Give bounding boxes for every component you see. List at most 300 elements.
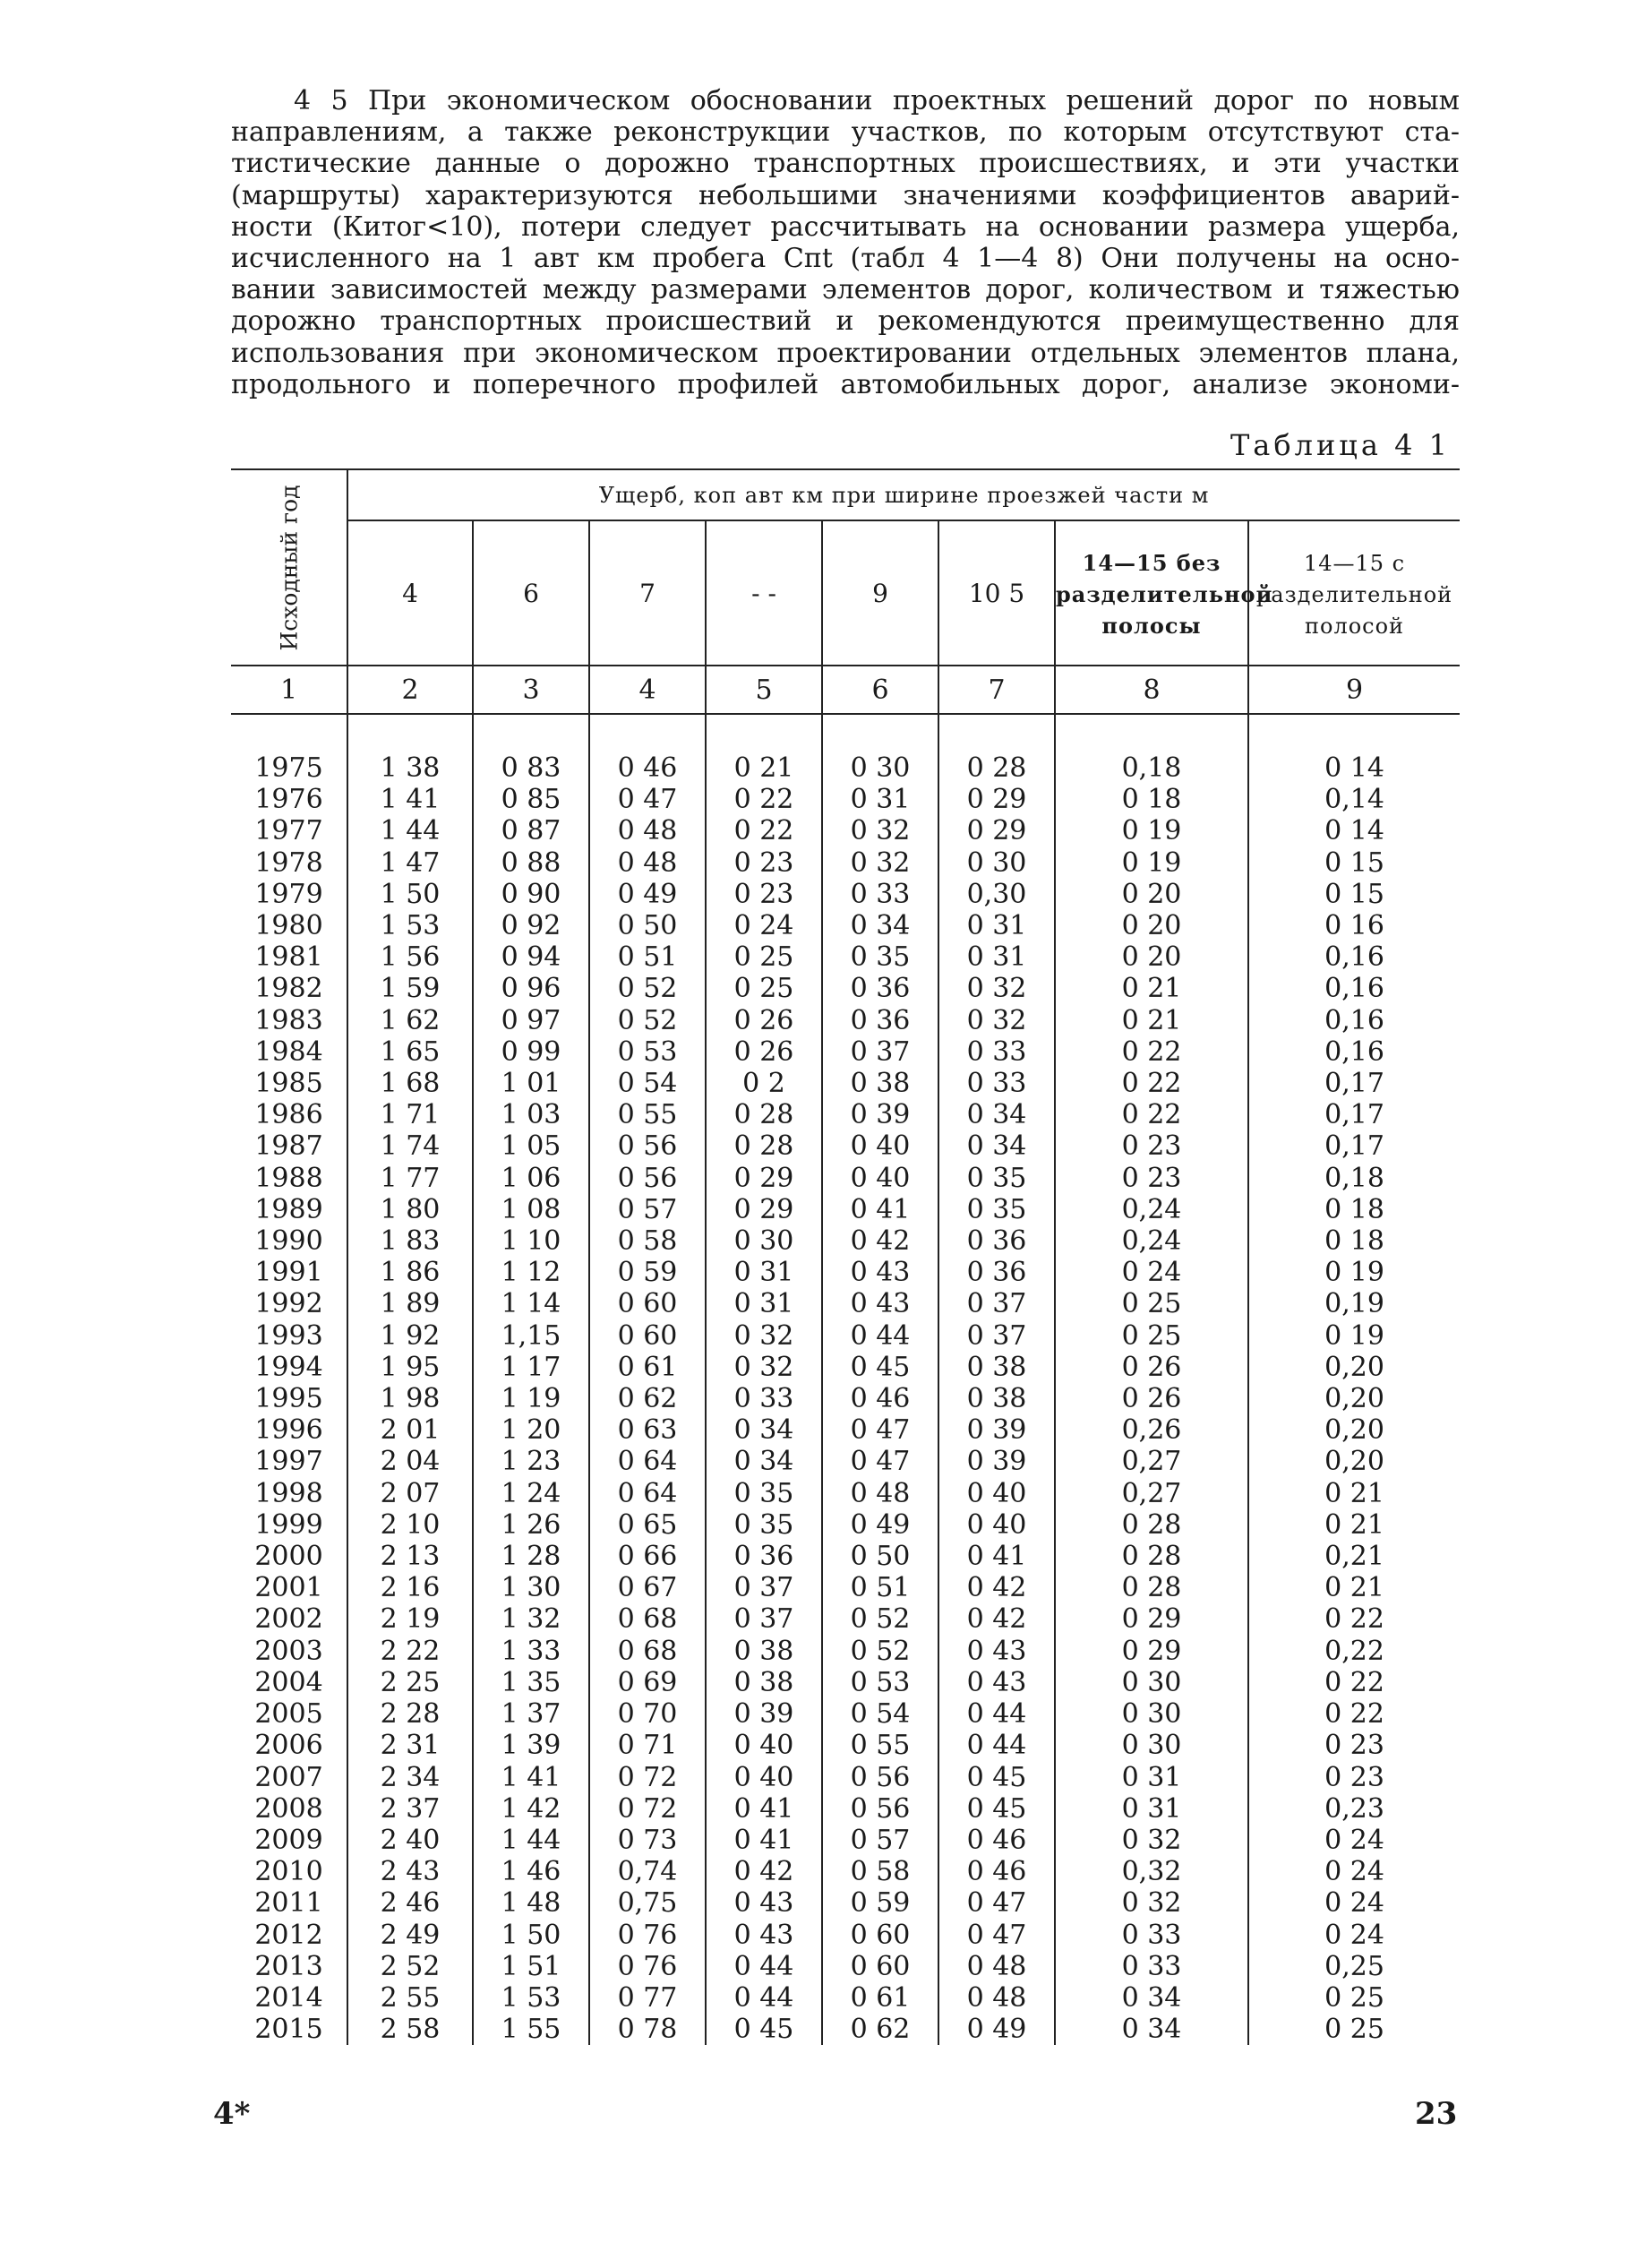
table-row [231, 1288, 1460, 1319]
table-row [231, 1541, 1460, 1572]
year-cell: 2000 [254, 1541, 323, 1573]
table-row [231, 1636, 1460, 1667]
value-cell: 0 53 [589, 1036, 706, 1068]
year-cell: 1994 [254, 1351, 323, 1383]
value-cell: 0,75 [589, 1887, 706, 1919]
value-cell: 0 29 [706, 1163, 822, 1194]
value-cell: 0 34 [938, 1099, 1055, 1130]
value-cell: 1 12 [473, 1257, 589, 1288]
value-cell: 1 98 [347, 1383, 473, 1414]
value-cell: 0 20 [1055, 910, 1248, 941]
year-cell: 2002 [254, 1603, 323, 1636]
value-cell: 0 21 [1248, 1572, 1460, 1603]
value-cell: 2 13 [347, 1541, 473, 1572]
value-cell: 0 62 [822, 2014, 938, 2045]
width-header-label: 7 [639, 578, 655, 608]
year-cell: 1978 [254, 846, 323, 879]
value-cell: 0 15 [1248, 879, 1460, 910]
value-cell: 0,20 [1248, 1414, 1460, 1446]
year-cell: 2005 [254, 1698, 323, 1731]
value-cell: 0 23 [1055, 1163, 1248, 1194]
value-cell: 0 72 [589, 1793, 706, 1825]
width-header [347, 520, 473, 666]
width-span-header: Ущерб, коп авт км при ширине проезжей части м [347, 469, 1460, 520]
paragraph-line: ности (Китог<10), потери следует рассчитывать на основании размера ущерба, [231, 210, 1460, 243]
year-cell: 1991 [254, 1257, 323, 1289]
value-cell: 1 26 [473, 1509, 589, 1541]
value-cell: 2 25 [347, 1667, 473, 1698]
value-cell: 1 37 [473, 1698, 589, 1730]
value-cell: 0 36 [706, 1541, 822, 1572]
year-cell: 1998 [254, 1477, 323, 1509]
value-cell: 0,18 [1248, 1163, 1460, 1194]
value-cell: 0 24 [1248, 1920, 1460, 1951]
value-cell: 0 14 [1248, 752, 1460, 784]
value-cell: 0 21 [1248, 1509, 1460, 1541]
value-cell: 0 22 [1248, 1603, 1460, 1635]
value-cell: 0 23 [1055, 1130, 1248, 1162]
value-cell: 1 20 [473, 1414, 589, 1446]
value-cell: 0 37 [938, 1288, 1055, 1319]
width-header [822, 520, 938, 666]
value-cell: 0 88 [473, 847, 589, 879]
value-cell: 0 19 [1055, 815, 1248, 846]
year-column-header [231, 469, 347, 666]
value-cell: 0 47 [822, 1446, 938, 1477]
value-cell: 1 71 [347, 1099, 473, 1130]
value-cell: 2 07 [347, 1478, 473, 1509]
value-cell: 0 78 [589, 2014, 706, 2045]
value-cell: 0 71 [589, 1730, 706, 1761]
paragraph-line: вании зависимостей между размерами элементов дорог, количеством и тяжестью [231, 274, 1460, 306]
value-cell: 0 30 [1055, 1730, 1248, 1761]
table-row [231, 973, 1460, 1004]
column-number: 5 [706, 666, 822, 714]
value-cell: 2 19 [347, 1603, 473, 1635]
value-cell: 0 30 [938, 847, 1055, 879]
year-cell: 1976 [254, 784, 323, 816]
value-cell: 0 51 [589, 941, 706, 973]
value-cell: 0,74 [589, 1856, 706, 1887]
value-cell: 0 55 [589, 1099, 706, 1130]
value-cell: 2 40 [347, 1825, 473, 1856]
value-cell: 0,25 [1248, 1951, 1460, 1982]
value-cell: 0 36 [822, 973, 938, 1004]
signature-mark: 4* [213, 2096, 251, 2132]
value-cell: 0 32 [1055, 1887, 1248, 1919]
value-cell: 0 32 [822, 815, 938, 846]
value-cell: 0 65 [589, 1509, 706, 1541]
year-cell: 2015 [254, 2014, 323, 2046]
width-header [706, 520, 822, 666]
value-cell: 0 33 [822, 879, 938, 910]
table-row [231, 1982, 1460, 2014]
value-cell: 0 16 [1248, 910, 1460, 941]
value-cell: 0 51 [822, 1572, 938, 1603]
value-cell: 0 36 [938, 1257, 1055, 1288]
value-cell: 0 31 [706, 1288, 822, 1319]
value-cell: 1 92 [347, 1320, 473, 1352]
value-cell: 0 37 [706, 1572, 822, 1603]
table-row [231, 1130, 1460, 1162]
value-cell: 0 50 [589, 910, 706, 941]
value-cell: 0 40 [706, 1730, 822, 1761]
table-body [231, 714, 1460, 2045]
value-cell: 0 31 [1055, 1762, 1248, 1793]
value-cell: 0 87 [473, 815, 589, 846]
value-cell: 2 01 [347, 1414, 473, 1446]
value-cell: 0,18 [1055, 752, 1248, 784]
value-cell: 1 56 [347, 941, 473, 973]
value-cell: 0 52 [822, 1603, 938, 1635]
value-cell: 0,21 [1248, 1541, 1460, 1572]
year-cell: 2012 [254, 1919, 323, 1951]
value-cell: 0 31 [938, 910, 1055, 941]
value-cell: 0,17 [1248, 1068, 1460, 1099]
table-row [231, 2014, 1460, 2045]
paragraph-line: тистические данные о дорожно транспортных происшествиях, и эти участки [231, 148, 1460, 180]
value-cell: 1 32 [473, 1603, 589, 1635]
value-cell: 0 77 [589, 1982, 706, 2014]
value-cell: 0 44 [938, 1730, 1055, 1761]
column-number: 7 [938, 666, 1055, 714]
value-cell: 0 26 [1055, 1383, 1248, 1414]
table-row [231, 784, 1460, 815]
value-cell: 0 25 [1055, 1288, 1248, 1319]
value-cell: 2 37 [347, 1793, 473, 1825]
value-cell: 0 92 [473, 910, 589, 941]
value-cell: 1 95 [347, 1352, 473, 1383]
value-cell: 0 45 [938, 1762, 1055, 1793]
table-row [231, 1005, 1460, 1036]
value-cell: 1 06 [473, 1163, 589, 1194]
value-cell: 0 99 [473, 1036, 589, 1068]
value-cell: 1 05 [473, 1130, 589, 1162]
year-cell: 2007 [254, 1761, 323, 1793]
value-cell: 0 44 [938, 1698, 1055, 1730]
value-cell: 0 37 [706, 1603, 822, 1635]
value-cell: 0 64 [589, 1478, 706, 1509]
value-cell: 0 46 [822, 1383, 938, 1414]
year-cell: 1987 [254, 1130, 323, 1163]
year-cell: 1980 [254, 910, 323, 942]
value-cell: 0 85 [473, 784, 589, 815]
value-cell: 1 28 [473, 1541, 589, 1572]
spacer-row [231, 714, 1460, 752]
table-row [231, 910, 1460, 941]
paragraph-line: исчисленного на 1 авт км пробега Спt (табл 4 1—4 8) Они получены на осно- [231, 243, 1460, 275]
value-cell: 0 29 [1055, 1636, 1248, 1667]
value-cell: 0 62 [589, 1383, 706, 1414]
value-cell: 1 65 [347, 1036, 473, 1068]
value-cell: 0 35 [938, 1194, 1055, 1225]
year-header-label: Исходный год [276, 484, 302, 651]
width-header-label: 6 [523, 578, 539, 608]
width-header [589, 520, 706, 666]
value-cell: 0 32 [1055, 1825, 1248, 1856]
value-cell: 0 22 [1055, 1036, 1248, 1068]
paragraph-line: (маршруты) характеризуются небольшими значениями коэффициентов аварий- [231, 179, 1460, 211]
value-cell: 0 22 [1248, 1698, 1460, 1730]
value-cell: 0 26 [706, 1005, 822, 1036]
value-cell: 0 23 [1248, 1730, 1460, 1761]
value-cell: 0,19 [1248, 1288, 1460, 1319]
year-cell: 2006 [254, 1730, 323, 1762]
value-cell: 0 30 [1055, 1667, 1248, 1698]
width-header-label: - - [751, 578, 776, 608]
value-cell: 0 32 [706, 1320, 822, 1352]
value-cell: 0 76 [589, 1920, 706, 1951]
table-row [231, 879, 1460, 910]
value-cell: 0 46 [589, 752, 706, 784]
value-cell: 0 34 [822, 910, 938, 941]
value-cell: 1 41 [473, 1762, 589, 1793]
year-cell: 1986 [254, 1099, 323, 1131]
value-cell: 1 44 [347, 815, 473, 846]
value-cell: 1 55 [473, 2014, 589, 2045]
value-cell: 0 24 [1248, 1856, 1460, 1887]
value-cell: 1 59 [347, 973, 473, 1004]
value-cell: 1 50 [473, 1920, 589, 1951]
year-cell: 2011 [254, 1887, 323, 1920]
value-cell: 0 35 [822, 941, 938, 973]
year-cell: 1977 [254, 815, 323, 847]
table-row [231, 1036, 1460, 1068]
value-cell: 2 10 [347, 1509, 473, 1541]
paragraph-line: направлениям, а также реконструкции участков, по которым отсутствуют ста- [231, 116, 1460, 149]
value-cell: 0 35 [938, 1163, 1055, 1194]
value-cell: 0 22 [706, 784, 822, 815]
value-cell: 0 37 [822, 1036, 938, 1068]
value-cell: 0 47 [822, 1414, 938, 1446]
value-cell: 0 25 [1055, 1320, 1248, 1352]
value-cell: 0,27 [1055, 1478, 1248, 1509]
value-cell: 0 40 [938, 1509, 1055, 1541]
value-cell: 0 24 [1055, 1257, 1248, 1288]
value-cell: 2 34 [347, 1762, 473, 1793]
value-cell: 0 60 [822, 1951, 938, 1982]
value-cell: 0,22 [1248, 1636, 1460, 1667]
value-cell: 0 15 [1248, 847, 1460, 879]
width-header-label: 9 [872, 578, 888, 608]
value-cell: 1 50 [347, 879, 473, 910]
value-cell: 0 38 [706, 1667, 822, 1698]
year-cell: 2014 [254, 1981, 323, 2014]
value-cell: 0 57 [589, 1194, 706, 1225]
value-cell: 0 28 [706, 1099, 822, 1130]
value-cell: 1 53 [473, 1982, 589, 2014]
value-cell: 1 30 [473, 1572, 589, 1603]
value-cell: 0 43 [938, 1667, 1055, 1698]
value-cell: 0 34 [706, 1414, 822, 1446]
value-cell: 0,23 [1248, 1793, 1460, 1825]
value-cell: 0,32 [1055, 1856, 1248, 1887]
value-cell: 0 56 [589, 1163, 706, 1194]
value-cell: 0 39 [938, 1414, 1055, 1446]
value-cell: 0 28 [1055, 1509, 1248, 1541]
value-cell: 0 28 [1055, 1541, 1248, 1572]
value-cell: 0 63 [589, 1414, 706, 1446]
value-cell: 0 47 [938, 1887, 1055, 1919]
value-cell: 1 38 [347, 752, 473, 784]
value-cell: 1 47 [347, 847, 473, 879]
value-cell: 1 74 [347, 1130, 473, 1162]
column-number: 3 [473, 666, 589, 714]
value-cell: 1 08 [473, 1194, 589, 1225]
value-cell: 0 38 [822, 1068, 938, 1099]
value-cell: 0,14 [1248, 784, 1460, 815]
year-cell: 1982 [254, 973, 323, 1005]
value-cell: 0,20 [1248, 1352, 1460, 1383]
value-cell: 1 83 [347, 1225, 473, 1257]
value-cell: 0 94 [473, 941, 589, 973]
value-cell: 0 38 [938, 1383, 1055, 1414]
value-cell: 0 56 [822, 1762, 938, 1793]
table-row [231, 1194, 1460, 1225]
value-cell: 2 04 [347, 1446, 473, 1477]
value-cell: 0 29 [706, 1194, 822, 1225]
year-cell: 1997 [254, 1446, 323, 1478]
value-cell: 0 28 [706, 1130, 822, 1162]
value-cell: 0 48 [589, 815, 706, 846]
value-cell: 0,16 [1248, 973, 1460, 1004]
value-cell: 0 20 [1055, 941, 1248, 973]
year-cell: 1993 [254, 1319, 323, 1352]
value-cell: 0 24 [1248, 1887, 1460, 1919]
value-cell: 0 32 [938, 1005, 1055, 1036]
year-cell: 2013 [254, 1950, 323, 1982]
year-cell: 1989 [254, 1193, 323, 1225]
value-cell: 2 52 [347, 1951, 473, 1982]
column-number-row [231, 666, 1460, 714]
value-cell: 2 58 [347, 2014, 473, 2045]
table-row [231, 1667, 1460, 1698]
value-cell: 0 43 [706, 1887, 822, 1919]
table-row [231, 941, 1460, 973]
value-cell: 1 77 [347, 1163, 473, 1194]
value-cell: 0 54 [589, 1068, 706, 1099]
table-row [231, 1762, 1460, 1793]
width-header [1055, 520, 1273, 666]
table-row [231, 1352, 1460, 1383]
width-header [473, 520, 589, 666]
value-cell: 1 51 [473, 1951, 589, 1982]
value-cell: 0 97 [473, 1005, 589, 1036]
value-cell: 0 47 [589, 784, 706, 815]
value-cell: 0 43 [822, 1257, 938, 1288]
value-cell: 0 66 [589, 1541, 706, 1572]
value-cell: 0 44 [706, 1982, 822, 2014]
value-cell: 0 76 [589, 1951, 706, 1982]
value-cell: 0 60 [589, 1288, 706, 1319]
value-cell: 0 31 [1055, 1793, 1248, 1825]
value-cell: 0 48 [589, 847, 706, 879]
value-cell: 0 40 [822, 1163, 938, 1194]
column-number: 4 [589, 666, 706, 714]
value-cell: 0 26 [1055, 1352, 1248, 1383]
value-cell: 2 49 [347, 1920, 473, 1951]
value-cell: 0 53 [822, 1667, 938, 1698]
table-row [231, 1603, 1460, 1635]
value-cell: 0 60 [589, 1320, 706, 1352]
value-cell: 1 17 [473, 1352, 589, 1383]
value-cell: 0 31 [938, 941, 1055, 973]
table-row [231, 1320, 1460, 1352]
value-cell: 0 22 [1055, 1068, 1248, 1099]
table-row [231, 1920, 1460, 1951]
value-cell: 0 30 [706, 1225, 822, 1257]
value-cell: 0 47 [938, 1920, 1055, 1951]
value-cell: 1 89 [347, 1288, 473, 1319]
width-header-label: 4 [402, 578, 418, 608]
value-cell: 1 68 [347, 1068, 473, 1099]
value-cell: 0 23 [1248, 1762, 1460, 1793]
table-row [231, 1225, 1460, 1257]
value-cell: 0 58 [822, 1856, 938, 1887]
value-cell: 2 28 [347, 1698, 473, 1730]
table-row [231, 1099, 1460, 1130]
value-cell: 2 55 [347, 1982, 473, 2014]
column-number: 2 [347, 666, 473, 714]
value-cell: 0 40 [938, 1478, 1055, 1509]
table-row [231, 1572, 1460, 1603]
value-cell: 0 18 [1248, 1225, 1460, 1257]
value-cell: 0 38 [706, 1636, 822, 1667]
value-cell: 0 43 [938, 1636, 1055, 1667]
value-cell: 0 23 [706, 847, 822, 879]
value-cell: 0 41 [938, 1541, 1055, 1572]
value-cell: 0,30 [938, 879, 1055, 910]
year-cell: 1981 [254, 941, 323, 974]
value-cell: 1 80 [347, 1194, 473, 1225]
value-cell: 0 33 [938, 1068, 1055, 1099]
intro-paragraph [231, 85, 1460, 400]
year-cell: 1995 [254, 1383, 323, 1415]
value-cell: 0 38 [938, 1352, 1055, 1383]
value-cell: 0,17 [1248, 1130, 1460, 1162]
year-cell: 2004 [254, 1666, 323, 1698]
value-cell: 0 25 [1248, 2014, 1460, 2045]
value-cell: 0 49 [822, 1509, 938, 1541]
value-cell: 0 24 [1248, 1825, 1460, 1856]
value-cell: 0 21 [1248, 1478, 1460, 1509]
value-cell: 1 86 [347, 1257, 473, 1288]
table-caption: Таблица 4 1 [1230, 428, 1451, 462]
value-cell: 0 42 [706, 1856, 822, 1887]
value-cell: 0 31 [822, 784, 938, 815]
value-cell: 0 28 [938, 752, 1055, 784]
value-cell: 0 60 [822, 1920, 938, 1951]
value-cell: 1 62 [347, 1005, 473, 1036]
value-cell: 0 43 [706, 1920, 822, 1951]
table-row [231, 1414, 1460, 1446]
value-cell: 2 31 [347, 1730, 473, 1761]
value-cell: 0 55 [822, 1730, 938, 1761]
value-cell: 1 46 [473, 1856, 589, 1887]
value-cell: 0 18 [1248, 1194, 1460, 1225]
width-header-label: 14—15 с разделительной полосой [1255, 550, 1453, 639]
value-cell: 1 03 [473, 1099, 589, 1130]
value-cell: 0 2 [706, 1068, 822, 1099]
value-cell: 0 29 [938, 815, 1055, 846]
value-cell: 0 57 [822, 1825, 938, 1856]
value-cell: 0 20 [1055, 879, 1248, 910]
value-cell: 2 46 [347, 1887, 473, 1919]
value-cell: 0 33 [1055, 1951, 1248, 1982]
year-cell: 2009 [254, 1824, 323, 1856]
value-cell: 0,16 [1248, 1005, 1460, 1036]
year-cell: 2003 [254, 1635, 323, 1667]
